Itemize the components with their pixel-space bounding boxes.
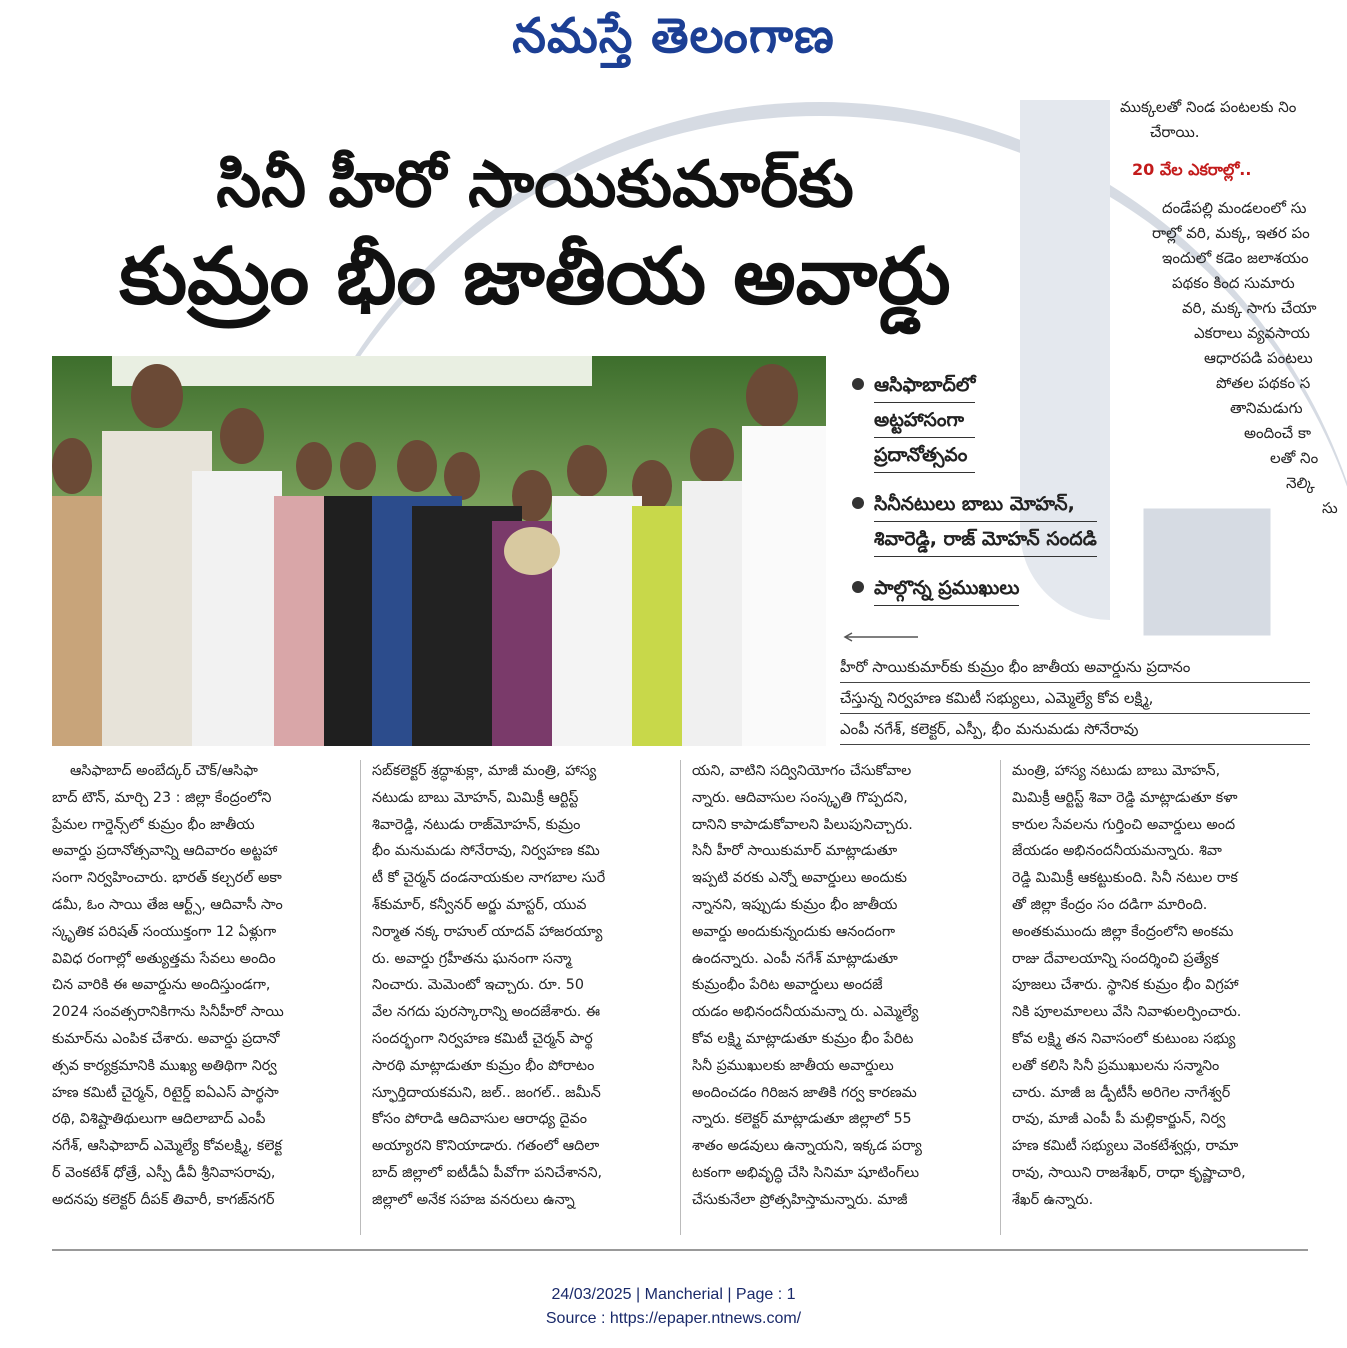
article-line: అవార్డు ప్రదానోత్సవాన్ని ఆదివారం అట్టహా xyxy=(52,843,278,860)
event-photo-illustration xyxy=(52,356,826,746)
caption-line: చేస్తున్న నిర్వహణ కమిటీ సభ్యులు, ఎమ్మెల్యే కోవ లక్ష్మి, xyxy=(840,683,1310,714)
side-text-line: ముక్కలతో నిండ పంటలకు నిం xyxy=(1120,98,1297,116)
caption-line: ఎంపీ నగేశ్, కలెక్టర్, ఎస్పీ, భీం మనుమడు సోనేరావు xyxy=(840,714,1310,745)
article-line: చారు. మాజీ జ డ్పీటీసీ అరిగెల నాగేశ్వర్ xyxy=(1012,1084,1231,1101)
article-line: రావు, మాజీ ఎంపీ పీ మల్లికార్జున్, నిర్వ xyxy=(1012,1111,1226,1128)
bullet-icon xyxy=(852,497,864,509)
article-line: చేసుకునేలా ప్రోత్సహిస్తామన్నారు. మాజీ xyxy=(692,1191,908,1208)
event-photo xyxy=(52,356,826,746)
article-line: సందర్భంగా నిర్వహణ కమిటీ చైర్మన్ పార్థ xyxy=(372,1030,593,1047)
highlight-line: ఆసిఫాబాద్‌లో xyxy=(874,368,975,403)
article-line: నికి పూలమాలలు వేసి నివాళులర్పించారు. xyxy=(1012,1004,1242,1021)
headline-line-1: సినీ హీరో సాయికుమార్‌కు xyxy=(216,148,854,222)
article-column-2 xyxy=(372,758,664,1214)
article-line: అంతకుముందు జిల్లా కేంద్రంలోని అంకమ xyxy=(1012,923,1234,940)
article-line: శాతం అడవులు ఉన్నాయని, ఇక్కడ పర్యా xyxy=(692,1138,922,1155)
headline-line-2: కుమ్రం భీం జాతీయ అవార్డు xyxy=(119,232,951,322)
article-line: కారుల సేవలను గుర్తించి అవార్డులు అంద xyxy=(1012,816,1236,833)
highlight-line: సినీనటులు బాబు మోహన్, xyxy=(874,487,1097,522)
article-line: యని, వాటిని సద్వినియోగం చేసుకోవాల xyxy=(692,763,912,779)
article-line: 2024 సంవత్సరానికిగాను సినీహీరో సాయి xyxy=(52,1004,284,1021)
article-line: పూజలు చేశారు. స్థానిక కుమ్రం భీం విగ్రహా xyxy=(1012,977,1239,994)
article-line: అందించడం గిరిజన జాతికి గర్వ కారణమ xyxy=(692,1084,917,1101)
article-line: నిర్మాత నక్క రాహుల్ యాదవ్ హాజరయ్యా xyxy=(372,923,603,940)
article-line: హణ కమిటీ సభ్యులు వెంకటేశ్వర్లు, రామా xyxy=(1012,1138,1239,1155)
article-line: సినీ ప్రముఖులకు జాతీయ అవార్డులు xyxy=(692,1057,894,1074)
article-line: సారథి మాట్లాడుతూ కుమ్రం భీం పోరాటం xyxy=(372,1057,595,1074)
article-line: సబ్‌కలెక్టర్ శ్రద్ధాశుక్లా, మాజీ మంత్రి, హాస్య xyxy=(372,763,597,779)
highlight-item xyxy=(852,368,1192,473)
highlight-line: శివారెడ్డి, రాజ్ మోహన్ సందడి xyxy=(874,522,1097,557)
article-line: రథి, విశిష్టాతిథులుగా ఆదిలాబాద్ ఎంపీ xyxy=(52,1111,266,1128)
article-line: ఆసిఫాబాద్ అంబేద్కర్ చౌక్/ఆసిఫా xyxy=(70,763,258,779)
side-text-line: రాల్లో వరి, మక్క, ఇతర పం xyxy=(1152,224,1310,242)
article-line: అవార్డు అందుకున్నందుకు ఆనందంగా xyxy=(692,923,896,940)
side-text-line: పథకం కింద సుమారు xyxy=(1172,274,1295,292)
article-line: ఇప్పటి వరకు ఎన్నో అవార్డులు అందుకు xyxy=(692,870,907,887)
article-line: జిల్లాలో అనేక సహజ వనరులు ఉన్నా xyxy=(372,1191,575,1208)
article-line: సంగా నిర్వహించారు. భారత్ కల్చరల్ అకా xyxy=(52,870,282,887)
column-divider xyxy=(1000,760,1001,1235)
footer-rule xyxy=(52,1249,1308,1251)
side-text-line: వరి, మక్క సాగు చేయా xyxy=(1182,299,1317,317)
article-line: బాద్ జిల్లాలో ఐటీడీఏ పీవోగా పనిచేశానని, xyxy=(372,1164,603,1181)
article-line: లతో కలిసి సినీ ప్రముఖులను సన్మానిం xyxy=(1012,1057,1220,1074)
article-line: రాజు దేవాలయాన్ని సందర్శించి ప్రత్యేక xyxy=(1012,950,1219,967)
article-line: భీం మనుమడు సోనేరావు, నిర్వహణ కమి xyxy=(372,843,600,860)
caption-line: హీరో సాయికుమార్‌కు కుమ్రం భీం జాతీయ అవార్డును ప్రదానం xyxy=(840,652,1310,683)
highlight-line: పాల్గొన్న ప్రముఖులు xyxy=(874,571,1019,606)
article-line: న్నారు. ఆదివాసుల సంస్కృతి గొప్పదని, xyxy=(692,789,908,806)
article-line: టకంగా అభివృద్ధి చేసి సినిమా షూటింగ్‌లు xyxy=(692,1164,920,1181)
highlight-line: ప్రదానోత్సవం xyxy=(874,438,975,473)
photo-caption xyxy=(840,652,1310,745)
left-arrow-icon xyxy=(842,632,918,642)
article-line: మిమిక్రీ ఆర్టిస్ట్ శివా రెడ్డి మాట్లాడుతూ కళా xyxy=(1012,789,1238,806)
side-text-line: పోతల పథకం స xyxy=(1216,374,1311,392)
article-line: అయ్యారని కొనియాడారు. గతంలో ఆదిలా xyxy=(372,1138,600,1155)
bullet-icon xyxy=(852,581,864,593)
side-text-line: తానిమడుగు xyxy=(1230,399,1303,417)
highlight-item xyxy=(852,487,1192,557)
article-line: రు. అవార్డు గ్రహీతను ఘనంగా సన్మా xyxy=(372,950,572,967)
article-line: నించారు. మెమెంటో ఇచ్చారు. రూ. 50 xyxy=(372,977,584,994)
article-column-3 xyxy=(692,758,984,1214)
article-line: ఉందన్నారు. ఎంపీ నగేశ్ మాట్లాడుతూ xyxy=(692,950,898,967)
side-subhead: 20 వేల ఎకరాల్లో.. xyxy=(1132,160,1252,179)
side-text-line: ఆధారపడి పంటలు xyxy=(1204,349,1313,367)
article-body xyxy=(52,758,1308,1238)
highlight-item xyxy=(852,571,1192,606)
column-divider xyxy=(680,760,681,1235)
article-line: తో జిల్లా కేంద్రం సం దడిగా మారింది. xyxy=(1012,896,1208,913)
article-line: టీ కో చైర్మన్ దండనాయకుల నాగబాల సురే xyxy=(372,870,606,887)
article-line: శ్‌కుమార్, కన్వీనర్ అర్జు మాస్టర్, యువ xyxy=(372,896,587,913)
highlights xyxy=(852,368,1192,620)
article-line: బాద్ టౌన్, మార్చి 23 : జిల్లా కేంద్రంలోని xyxy=(52,789,272,806)
article-line: యడం అభినందనీయమన్నా రు. ఎమ్మెల్యే xyxy=(692,1004,919,1021)
side-text-line: దండేపల్లి మండలంలో సు xyxy=(1162,199,1307,217)
article-line: త్సవ కార్యక్రమానికి ముఖ్య అతిథిగా నిర్వ xyxy=(52,1057,277,1074)
article-line: అదనపు కలెక్టర్ దీపక్ తివారీ, కాగజ్‌నగర్ xyxy=(52,1191,275,1208)
footer-date-line: 24/03/2025 | Mancherial | Page : 1 xyxy=(551,1286,796,1303)
side-text-line: నెల్కి xyxy=(1286,474,1315,492)
article-line: ప్రేమల గార్డెన్స్‌లో కుమ్రం భీం జాతీయ xyxy=(52,816,255,833)
article-line: నటుడు బాబు మోహన్, మిమిక్రీ ఆర్టిస్ట్ xyxy=(372,789,579,806)
article-line: మంత్రి, హాస్య నటుడు బాబు మోహన్, xyxy=(1012,763,1221,779)
article-line: శివారెడ్డి, నటుడు రాజ్‌మోహన్, కుమ్రం xyxy=(372,816,581,833)
article-line: కోవ లక్ష్మి తన నివాసంలో కుటుంబ సభ్యు xyxy=(1012,1030,1236,1047)
footer-source-line: Source : https://epaper.ntnews.com/ xyxy=(545,1310,802,1327)
article-line: శేఖర్ ఉన్నారు. xyxy=(1012,1191,1094,1208)
article-line: కోసం పోరాడి ఆదివాసుల ఆరాధ్య దైవం xyxy=(372,1111,588,1128)
article-line: న్నారు. కలెక్టర్ మాట్లాడుతూ జిల్లాలో 55 xyxy=(692,1111,912,1128)
article-line: హణ కమిటీ చైర్మన్, రిటైర్డ్ ఐఏఎస్ పార్థసా xyxy=(52,1084,279,1101)
article-line: స్కృతిక పరిషత్ సంయుక్తంగా 12 ఏళ్లుగా xyxy=(52,923,277,940)
article-column-4 xyxy=(1012,758,1304,1214)
side-text-line: లతో నిం xyxy=(1270,449,1319,467)
highlight-line: అట్టహాసంగా xyxy=(874,403,975,438)
masthead-logo: నమస్తే తెలంగాణ xyxy=(512,8,835,64)
side-text-line: చేరాయి. xyxy=(1150,123,1200,141)
side-text-line: ఎకరాలు వ్యవసాయ xyxy=(1194,324,1310,342)
article-line: కోవ లక్ష్మి మాట్లాడుతూ కుమ్రం భీం పేరిట xyxy=(692,1030,914,1047)
article-line: ర్ వెంకటేశ్ ధోత్రే, ఎస్పీ డీవీ శ్రీనివాసరావు, xyxy=(52,1164,276,1181)
column-divider xyxy=(360,760,361,1235)
article-line: న్నానని, ఇప్పుడు కుమ్రం భీం జాతీయ xyxy=(692,896,898,913)
article-line: నగేశ్, ఆసిఫాబాద్ ఎమ్మెల్యే కోవలక్ష్మి, కలెక్ట xyxy=(52,1138,282,1155)
article-line: చిన వారికి ఈ అవార్డును అందిస్తుండగా, xyxy=(52,977,271,994)
side-text-line: ఇందులో కడెం జలాశయం xyxy=(1162,249,1309,267)
article-line: కుమ్రంభీం పేరిట అవార్డులు అందజే xyxy=(692,977,883,994)
side-text-line: అందించే కా xyxy=(1244,424,1311,442)
article-line: డమీ, ఓం సాయి తేజ ఆర్ట్స్, ఆదివాసీ సాం xyxy=(52,896,283,913)
article-line: రెడ్డి మిమిక్రీ ఆకట్టుకుంది. సినీ నటుల రాక xyxy=(1012,870,1238,887)
article-line: రావు, సాయిని రాజశేఖర్, రాధా కృష్ణాచారి, xyxy=(1012,1164,1246,1181)
article-line: కుమార్‌ను ఎంపిక చేశారు. అవార్డు ప్రదానో xyxy=(52,1030,280,1047)
article-line: సినీ హీరో సాయికుమార్ మాట్లాడుతూ xyxy=(692,843,898,860)
article-line: జేయడం అభినందనీయమన్నారు. శివా xyxy=(1012,843,1222,860)
article-line: స్ఫూర్తిదాయకమని, జల్.. జంగల్.. జమీన్ xyxy=(372,1084,601,1101)
article-line: వేల నగదు పురస్కారాన్ని అందజేశారు. ఈ xyxy=(372,1004,601,1021)
side-text-line: సు xyxy=(1322,499,1338,517)
article-line: వివిధ రంగాల్లో అత్యుత్తమ సేవలు అందిం xyxy=(52,950,276,967)
bullet-icon xyxy=(852,378,864,390)
article-column-1 xyxy=(52,758,344,1214)
article-line: దానిని కాపాడుకోవాలని పిలుపునిచ్చారు. xyxy=(692,816,913,833)
